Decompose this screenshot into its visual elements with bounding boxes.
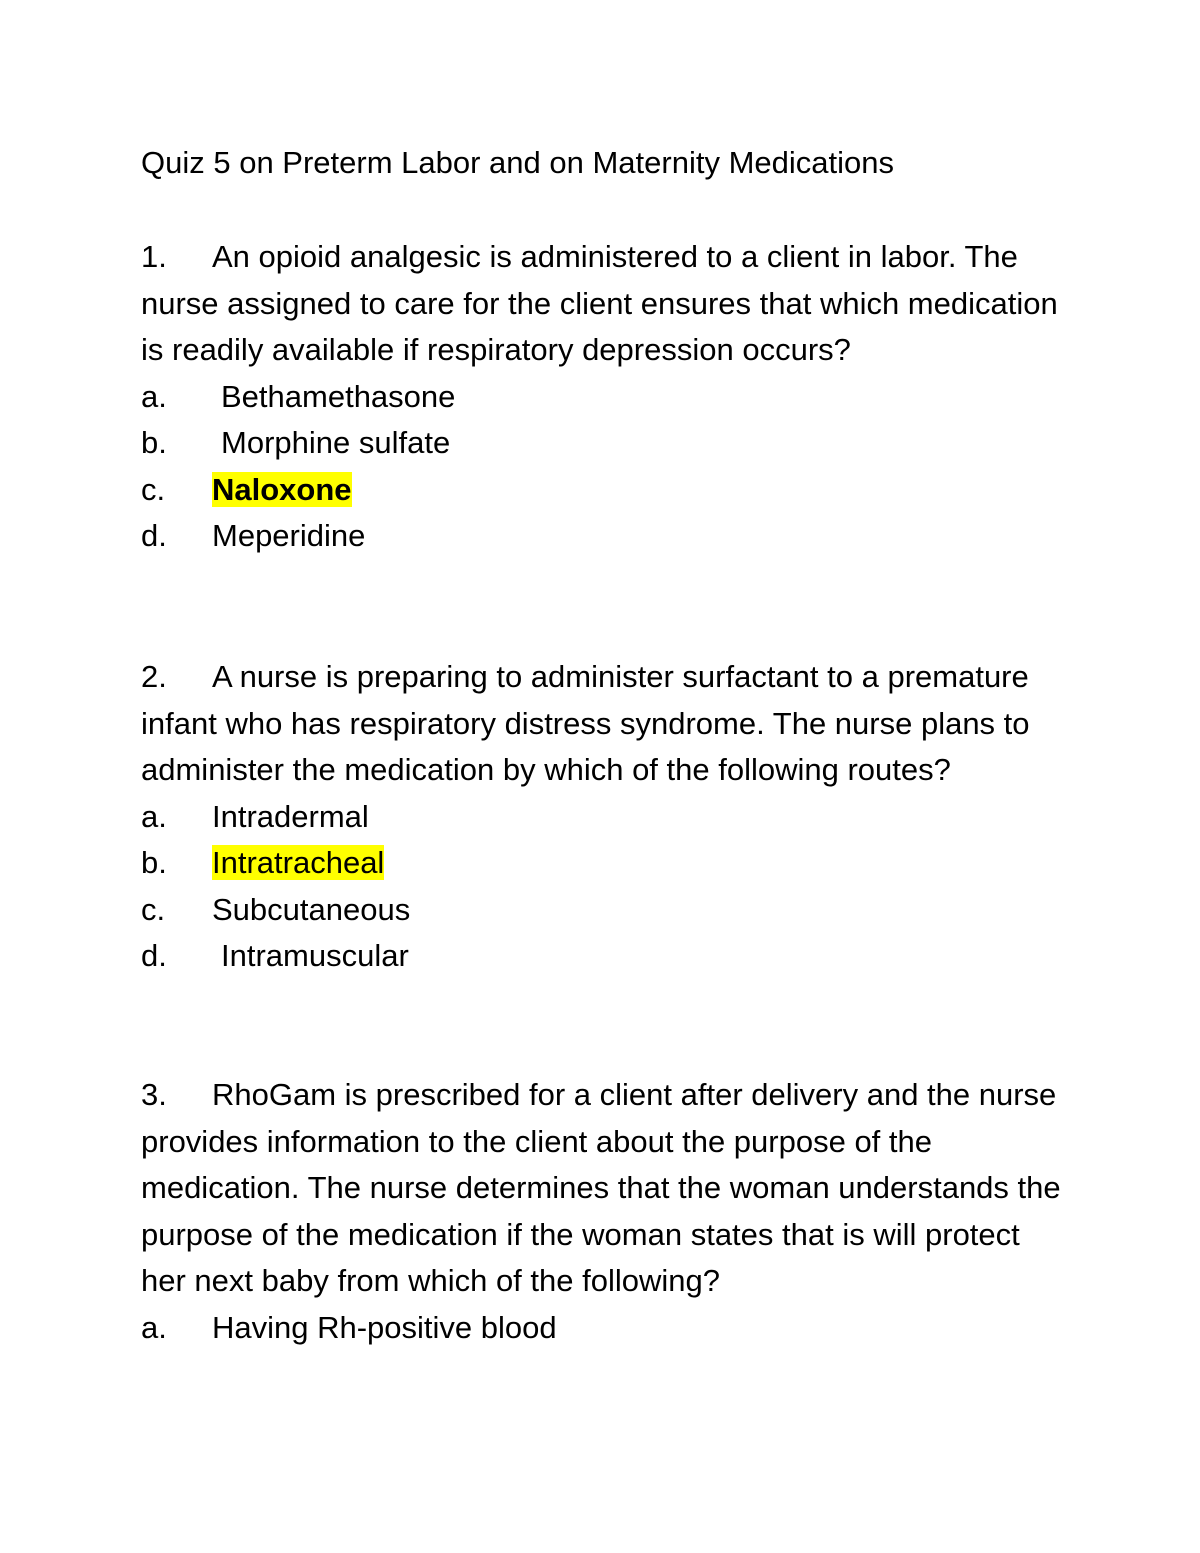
question-number: 3. <box>141 1077 167 1112</box>
question-stem <box>141 234 1061 374</box>
option-text: Intramuscular <box>221 938 409 973</box>
answer-option-d <box>141 933 1061 980</box>
option-letter: a. <box>141 378 167 414</box>
option-letter: b. <box>141 845 167 880</box>
correct-answer-highlight: Intratracheal <box>212 845 385 880</box>
answer-option-b <box>141 840 1061 887</box>
question-3 <box>141 1072 1061 1351</box>
answer-option-a <box>141 794 1061 841</box>
answer-option-b <box>141 420 1061 467</box>
question-number: 2. <box>141 659 167 694</box>
answer-option-d <box>141 513 1061 560</box>
answer-option-c <box>141 467 1061 514</box>
question-text: An opioid analgesic is administered to a client in labor. The nurse assigned to care for the client ensures that which medication is readily available if respiratory depression occurs? <box>141 239 1058 367</box>
option-letter: b. <box>141 425 167 460</box>
option-letter: d. <box>141 518 167 553</box>
answer-option-a <box>141 1305 1061 1352</box>
question-text: A nurse is preparing to administer surfactant to a premature infant who has respiratory distress syndrome. The nurse plans to administer the medication by which of the following routes? <box>141 659 1030 787</box>
option-text: Subcutaneous <box>212 891 411 927</box>
correct-answer-highlight: Naloxone <box>212 471 352 507</box>
option-text: Bethamethasone <box>221 378 456 414</box>
quiz-title: Quiz 5 on Preterm Labor and on Maternity Medications <box>141 145 894 180</box>
option-letter: c. <box>141 471 166 507</box>
question-1 <box>141 234 1061 560</box>
option-letter: a. <box>141 798 167 834</box>
answer-option-a <box>141 374 1061 421</box>
question-stem <box>141 1072 1061 1305</box>
option-text: Morphine sulfate <box>221 425 451 460</box>
option-letter: a. <box>141 1309 167 1345</box>
answer-option-c <box>141 887 1061 934</box>
option-text: Meperidine <box>212 518 366 553</box>
question-number: 1. <box>141 239 167 274</box>
option-text: Intradermal <box>212 798 369 834</box>
option-text: Having Rh-positive blood <box>212 1309 557 1345</box>
question-stem <box>141 654 1061 794</box>
question-text: RhoGam is prescribed for a client after delivery and the nurse provides information to the client about the purpose of the medication. The nurse determines that the woman understands the purpose of the medication if the woman states that is will protect her next baby from which of the following? <box>141 1077 1061 1298</box>
option-letter: c. <box>141 891 166 927</box>
question-2 <box>141 654 1061 980</box>
option-letter: d. <box>141 938 167 973</box>
